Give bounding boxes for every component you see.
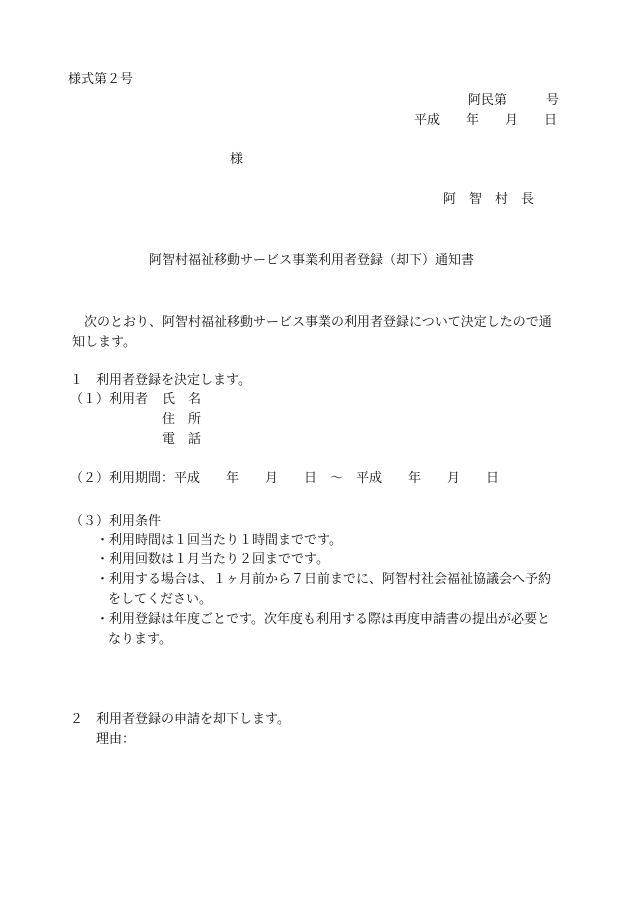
condition-item-2: ・利用回数は１月当たり２回までです。 <box>96 552 329 567</box>
condition-item-1: ・利用時間は１回当たり１時間までです。 <box>96 533 342 548</box>
document-number: 阿民第 号 <box>468 93 560 108</box>
condition-item-3-line-2: をしてください。 <box>108 592 213 607</box>
addressee-suffix: 様 <box>230 152 244 167</box>
intro-line-2: 知します。 <box>72 335 136 350</box>
condition-item-4-line-2: なります。 <box>108 632 172 647</box>
user-address-label: 住 所 <box>162 412 202 427</box>
condition-item-3-line-1: ・利用する場合は、１ヶ月前から７日前までに、阿智村社会福祉協議会へ予約 <box>96 572 552 587</box>
usage-conditions-label: （３）利用条件 <box>70 514 162 529</box>
section1-heading: １ 利用者登録を決定します。 <box>70 373 251 388</box>
intro-line-1: 次のとおり、阿智村福祉移動サービス事業の利用者登録について決定したので通 <box>84 315 552 330</box>
user-name-label: 氏 名 <box>162 392 202 407</box>
issue-date: 平成 年 月 日 <box>414 113 558 128</box>
user-label: （１）利用者 <box>70 392 149 407</box>
form-number: 様式第２号 <box>68 72 134 87</box>
condition-item-4-line-1: ・利用登録は年度ごとです。次年度も利用する際は再度申請書の提出が必要と <box>96 612 550 627</box>
user-phone-label: 電 話 <box>162 432 202 447</box>
usage-period: （２）利用期間：平成 年 月 日 ～ 平成 年 月 日 <box>70 471 500 486</box>
document-title: 阿智村福祉移動サービス事業利用者登録（却下）通知書 <box>149 253 475 268</box>
section2-heading: ２ 利用者登録の申請を却下します。 <box>70 712 290 727</box>
rejection-reason-label: 理由： <box>96 732 136 747</box>
issuer-name: 阿 智 村 長 <box>443 192 535 207</box>
